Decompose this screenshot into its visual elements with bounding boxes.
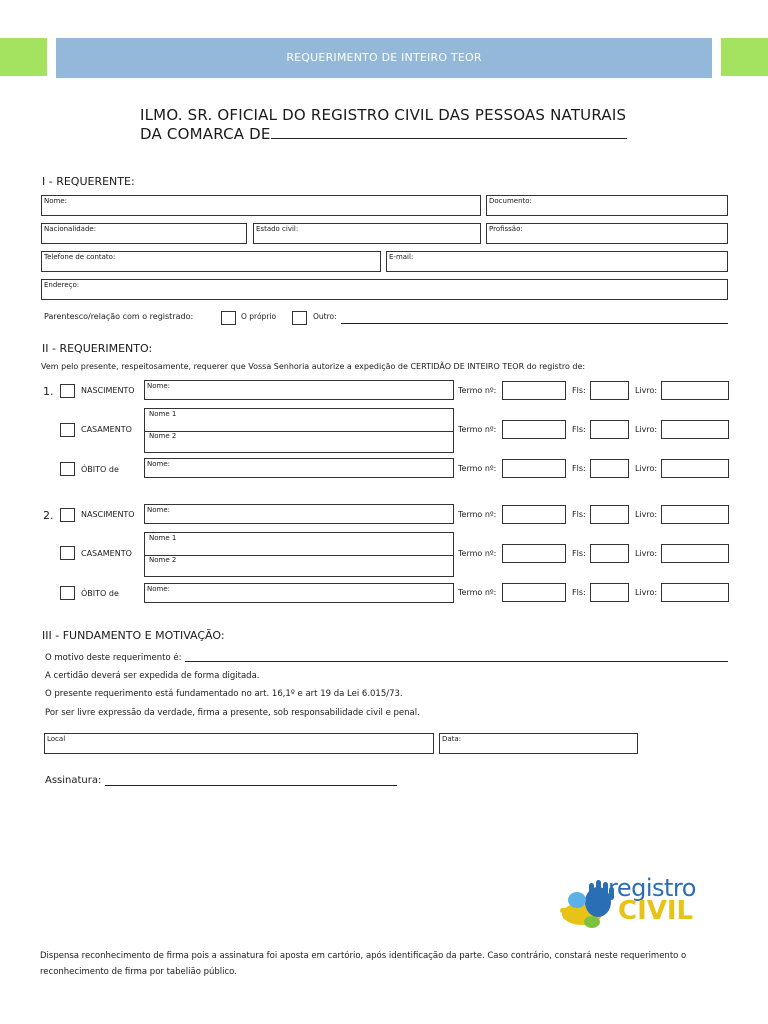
heading-line-2: DA COMARCA DE bbox=[140, 125, 271, 143]
assinatura-field-line[interactable] bbox=[105, 785, 397, 786]
nome1-label: Nome 1 bbox=[149, 534, 177, 542]
registro-civil-logo bbox=[556, 872, 711, 932]
fls-field[interactable] bbox=[590, 381, 629, 400]
footer-note bbox=[40, 948, 730, 980]
estado-civil-field[interactable] bbox=[253, 223, 481, 244]
nascimento-nome-field[interactable] bbox=[144, 380, 454, 400]
obito-nome-field[interactable] bbox=[144, 583, 454, 603]
fls-field[interactable] bbox=[590, 583, 629, 602]
form-title: REQUERIMENTO DE INTEIRO TEOR bbox=[286, 51, 482, 64]
documento-label: Documento: bbox=[489, 197, 532, 205]
heading-line-1: ILMO. SR. OFICIAL DO REGISTRO CIVIL DAS PESSOAS NATURAIS bbox=[140, 106, 627, 124]
termo-label: Termo nº: bbox=[458, 588, 497, 597]
termo-field[interactable] bbox=[502, 459, 566, 478]
requerimento-intro: Vem pelo presente, respeitosamente, requerer que Vossa Senhoria autorize a expedição de CERTIDÃO DE INTEIRO TEOR do registro de: bbox=[41, 362, 586, 371]
nascimento-nome-field[interactable] bbox=[144, 504, 454, 524]
nome1-label: Nome 1 bbox=[149, 410, 177, 418]
nascimento-label: NASCIMENTO bbox=[81, 386, 135, 395]
livro-field[interactable] bbox=[661, 544, 729, 563]
group-number: 1. bbox=[43, 385, 54, 398]
nome-label: Nome: bbox=[147, 506, 171, 514]
termo-label: Termo nº: bbox=[458, 549, 497, 558]
casamento-label: CASAMENTO bbox=[81, 425, 132, 434]
estado-civil-label: Estado civil: bbox=[256, 225, 299, 233]
section-requerimento-title: II - REQUERIMENTO: bbox=[42, 342, 153, 355]
casamento-label: CASAMENTO bbox=[81, 549, 132, 558]
casamento-checkbox[interactable] bbox=[60, 546, 75, 560]
motivo-field-line[interactable] bbox=[185, 661, 728, 662]
header-green-block-left bbox=[0, 38, 47, 76]
nascimento-checkbox[interactable] bbox=[60, 384, 75, 398]
fls-label: Fls: bbox=[572, 549, 586, 558]
obito-nome-field[interactable] bbox=[144, 458, 454, 478]
livro-label: Livro: bbox=[635, 386, 658, 395]
termo-field[interactable] bbox=[502, 381, 566, 400]
termo-label: Termo nº: bbox=[458, 425, 497, 434]
nacionalidade-label: Nacionalidade: bbox=[44, 225, 97, 233]
nome-divider bbox=[145, 431, 453, 432]
termo-field[interactable] bbox=[502, 420, 566, 439]
section-requerente-title: I - REQUERENTE: bbox=[42, 175, 135, 188]
livro-field[interactable] bbox=[661, 459, 729, 478]
casamento-nomes-field[interactable] bbox=[144, 408, 454, 453]
casamento-checkbox[interactable] bbox=[60, 423, 75, 437]
fls-label: Fls: bbox=[572, 464, 586, 473]
livro-label: Livro: bbox=[635, 464, 658, 473]
nome2-label: Nome 2 bbox=[149, 432, 177, 440]
proprio-label: O próprio bbox=[241, 312, 277, 321]
termo-field[interactable] bbox=[502, 544, 566, 563]
nascimento-checkbox[interactable] bbox=[60, 508, 75, 522]
section-fundamento-title: III - FUNDAMENTO E MOTIVAÇÃO: bbox=[42, 629, 225, 642]
termo-field[interactable] bbox=[502, 505, 566, 524]
fls-label: Fls: bbox=[572, 510, 586, 519]
fundamento-line-1: A certidão deverá ser expedida de forma digitada. bbox=[45, 671, 260, 681]
data-label: Data: bbox=[442, 735, 462, 743]
form-title-banner bbox=[56, 38, 712, 78]
termo-label: Termo nº: bbox=[458, 386, 497, 395]
nome-label: Nome: bbox=[147, 382, 171, 390]
email-label: E-mail: bbox=[389, 253, 414, 261]
comarca-field-line[interactable] bbox=[271, 138, 627, 139]
nacionalidade-field[interactable] bbox=[41, 223, 247, 244]
livro-label: Livro: bbox=[635, 510, 658, 519]
fundamento-line-3: Por ser livre expressão da verdade, firma a presente, sob responsabilidade civil e penal. bbox=[45, 708, 420, 718]
logo-line-1: registro bbox=[608, 874, 696, 902]
endereco-field[interactable] bbox=[41, 279, 728, 300]
nascimento-label: NASCIMENTO bbox=[81, 510, 135, 519]
nome-divider bbox=[145, 555, 453, 556]
local-field[interactable] bbox=[44, 733, 434, 754]
parentesco-label: Parentesco/relação com o registrado: bbox=[44, 312, 194, 321]
obito-label: ÓBITO de bbox=[81, 589, 119, 598]
fls-field[interactable] bbox=[590, 505, 629, 524]
telefone-label: Telefone de contato: bbox=[44, 253, 116, 261]
local-label: Local bbox=[47, 735, 66, 743]
livro-label: Livro: bbox=[635, 549, 658, 558]
termo-label: Termo nº: bbox=[458, 510, 497, 519]
livro-label: Livro: bbox=[635, 588, 658, 597]
profissao-label: Profissão: bbox=[489, 225, 523, 233]
header-green-block-right bbox=[721, 38, 768, 76]
fls-label: Fls: bbox=[572, 425, 586, 434]
group-number: 2. bbox=[43, 509, 54, 522]
termo-label: Termo nº: bbox=[458, 464, 497, 473]
fls-label: Fls: bbox=[572, 588, 586, 597]
fundamento-line-2: O presente requerimento está fundamentado no art. 16,1º e art 19 da Lei 6.015/73. bbox=[45, 689, 403, 699]
motivo-label: O motivo deste requerimento é: bbox=[45, 653, 182, 663]
outro-label: Outro: bbox=[313, 312, 337, 321]
data-field[interactable] bbox=[439, 733, 638, 754]
nome-label: Nome: bbox=[147, 460, 171, 468]
documento-field[interactable] bbox=[486, 195, 728, 216]
fls-field[interactable] bbox=[590, 544, 629, 563]
profissao-field[interactable] bbox=[486, 223, 728, 244]
footer-line-2: reconhecimento de firma por tabelião público. bbox=[40, 967, 237, 977]
livro-label: Livro: bbox=[635, 425, 658, 434]
assinatura-label: Assinatura: bbox=[45, 775, 102, 786]
obito-checkbox[interactable] bbox=[60, 462, 75, 476]
obito-checkbox[interactable] bbox=[60, 586, 75, 600]
proprio-checkbox[interactable] bbox=[221, 311, 236, 325]
fls-field[interactable] bbox=[590, 459, 629, 478]
livro-field[interactable] bbox=[661, 420, 729, 439]
fls-field[interactable] bbox=[590, 420, 629, 439]
nome-label: Nome: bbox=[44, 197, 68, 205]
nome-field[interactable] bbox=[41, 195, 481, 216]
fls-label: Fls: bbox=[572, 386, 586, 395]
footer-line-1: Dispensa reconhecimento de firma pois a assinatura foi aposta em cartório, após identificação da parte. Caso contrário, constará neste requerimento o bbox=[40, 951, 687, 961]
livro-field[interactable] bbox=[661, 505, 729, 524]
logo-line-2: CIVIL bbox=[618, 896, 694, 926]
obito-label: ÓBITO de bbox=[81, 465, 119, 474]
telefone-field[interactable] bbox=[41, 251, 381, 272]
livro-field[interactable] bbox=[661, 381, 729, 400]
outro-field-line[interactable] bbox=[341, 323, 728, 324]
nome2-label: Nome 2 bbox=[149, 556, 177, 564]
termo-field[interactable] bbox=[502, 583, 566, 602]
casamento-nomes-field[interactable] bbox=[144, 532, 454, 577]
email-field[interactable] bbox=[386, 251, 728, 272]
outro-checkbox[interactable] bbox=[292, 311, 307, 325]
nome-label: Nome: bbox=[147, 585, 171, 593]
endereco-label: Endereço: bbox=[44, 281, 80, 289]
livro-field[interactable] bbox=[661, 583, 729, 602]
